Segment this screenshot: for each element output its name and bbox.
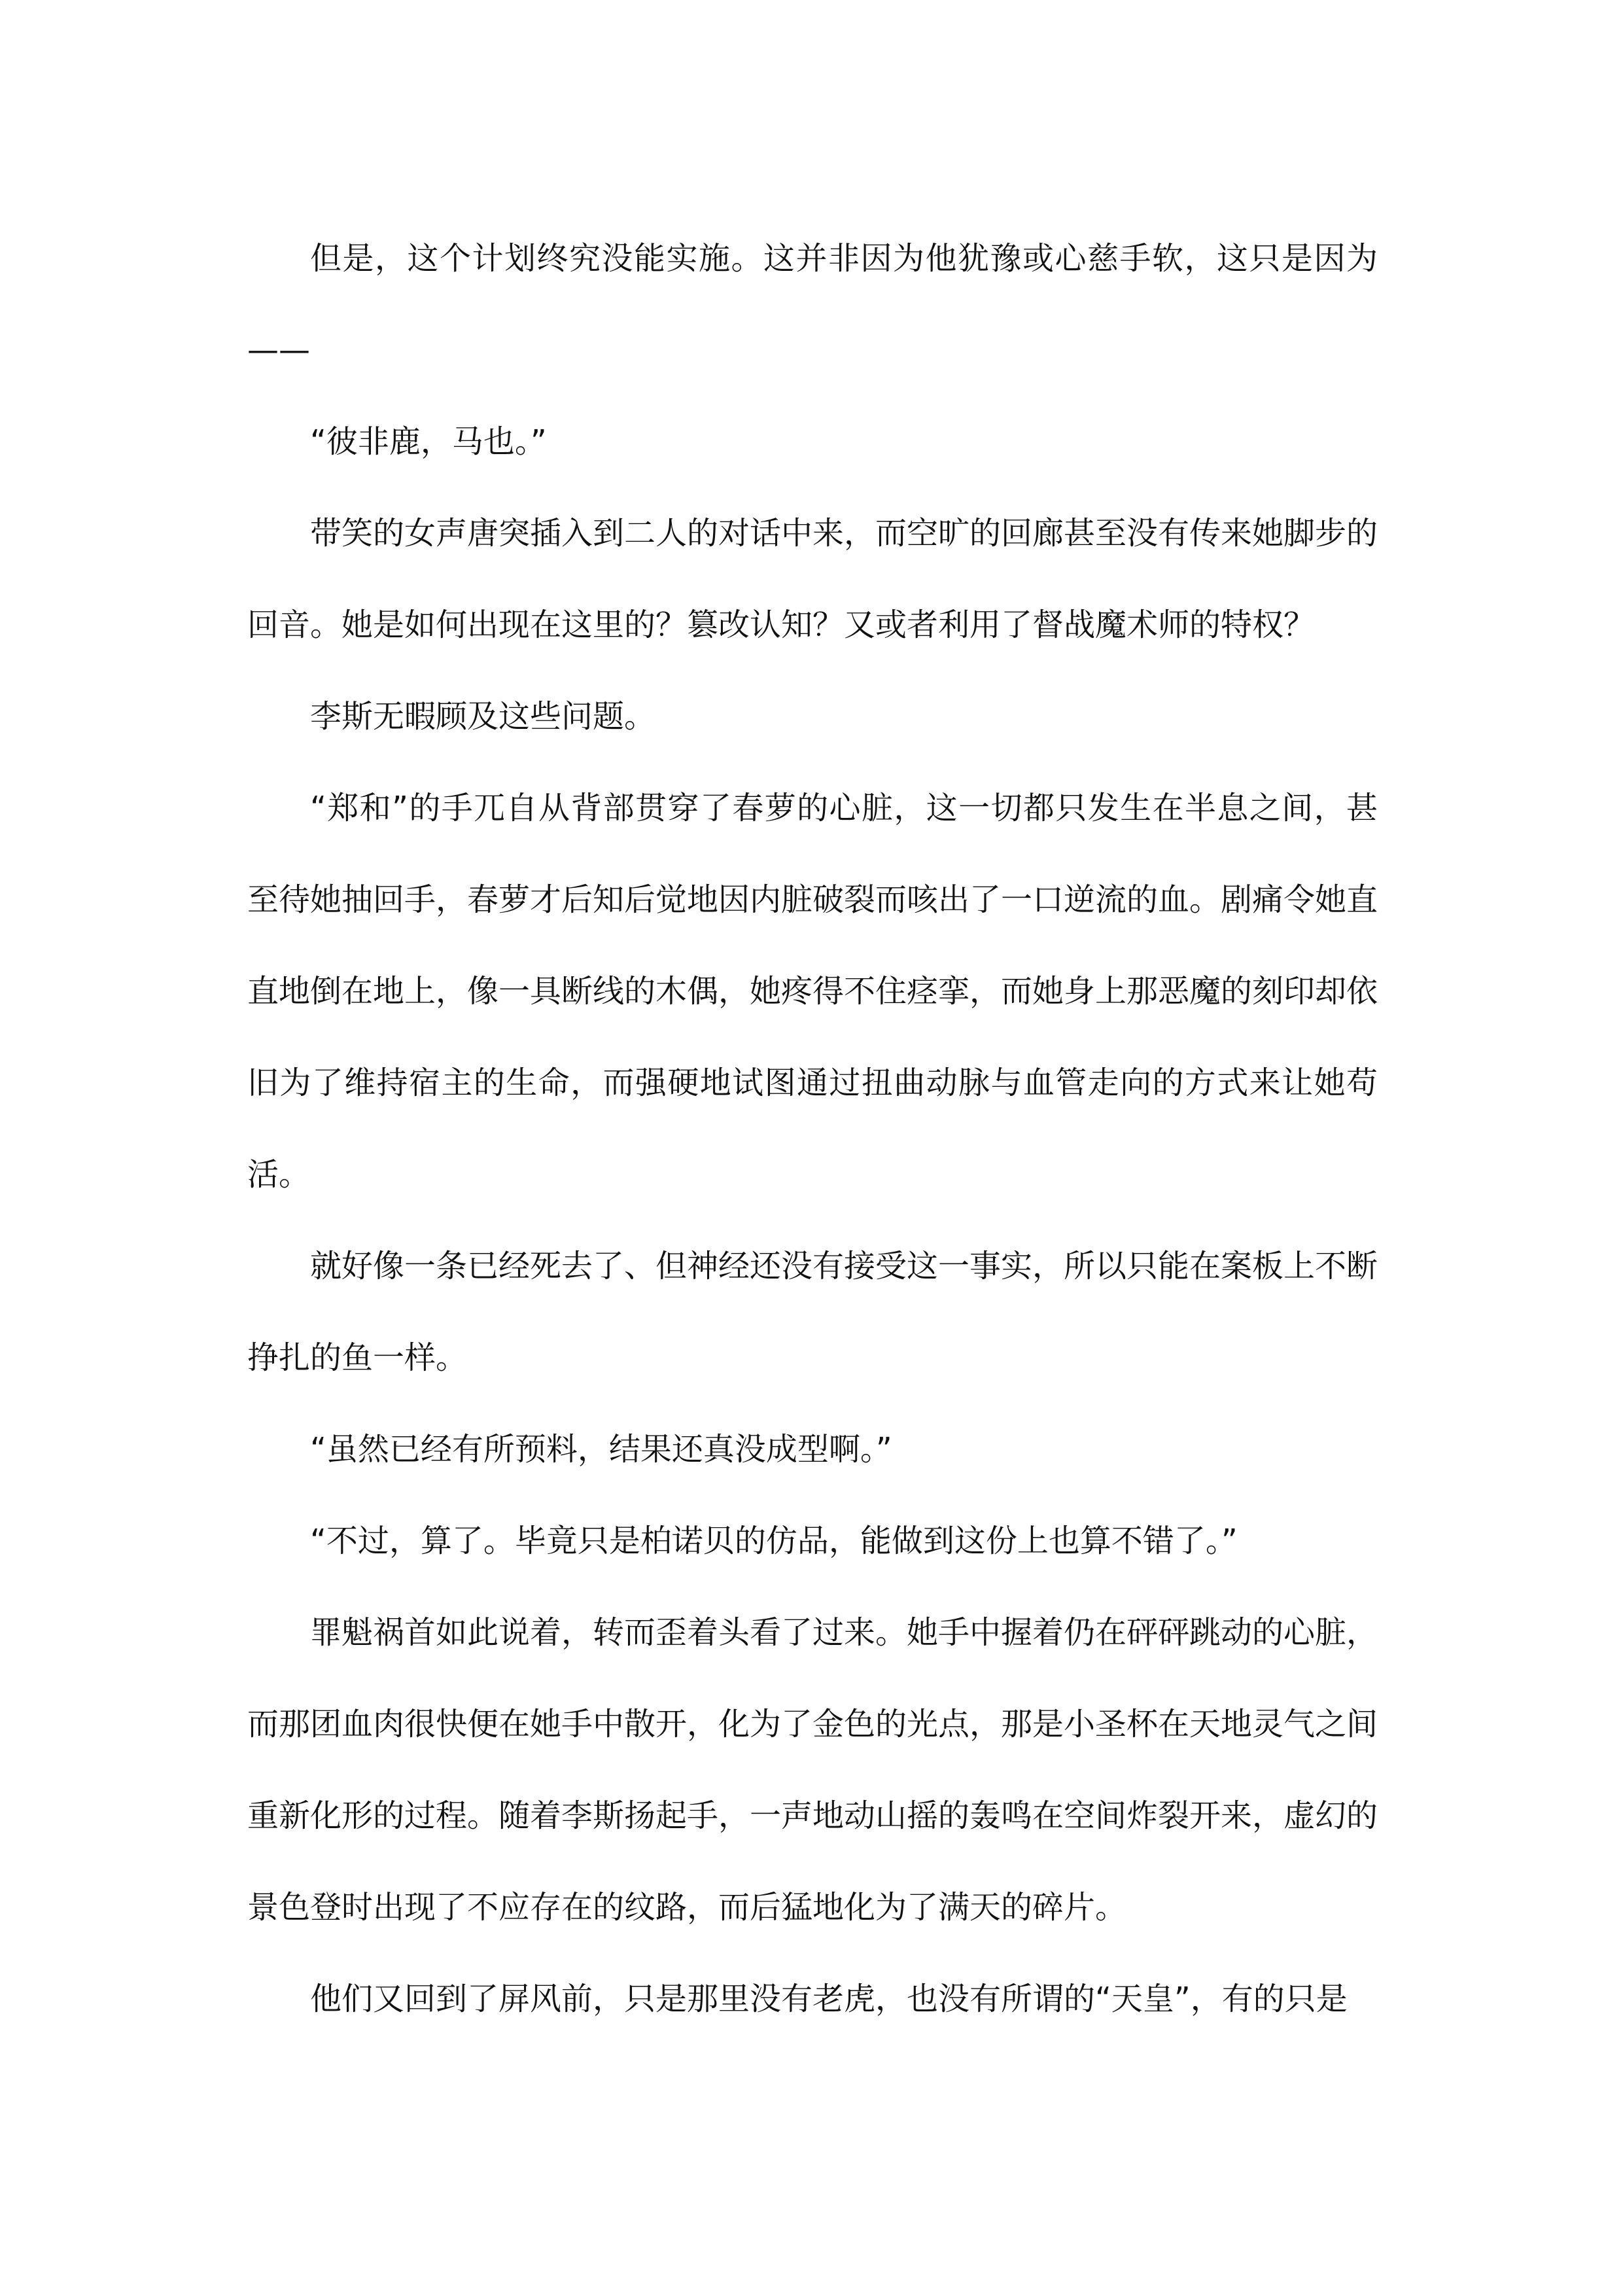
paragraph: 他们又回到了屏风前，只是那里没有老虎，也没有所谓的“天皇”，有的只是 [310, 1981, 1348, 2017]
body-text [247, 213, 1378, 2045]
paragraph: “郑和”的手兀自从背部贯穿了春萝的心脏，这一切都只发生在半息之间，甚至待她抽回手，春萝才后知后觉地因内脏破裂而咳出了一口逆流的血。剧痛令她直直地倒在地上，像一具断线的木偶，她疼得不住痉挛，而她身上那恶魔的刻印却依旧为了维持宿主的生命，而强硬地试图通过扭曲动脉与血管走向的方式来让她苟活。 [247, 790, 1378, 1193]
paragraph: 但是，这个计划终究没能实施。这并非因为他犹豫或心慈手软，这只是因为—— [247, 240, 1378, 368]
paragraph: 带笑的女声唐突插入到二人的对话中来，而空旷的回廊甚至没有传来她脚步的回音。她是如何出现在这里的？篡改认知？又或者利用了督战魔术师的特权？ [247, 515, 1378, 643]
paragraph: “彼非鹿，马也。” [310, 423, 547, 460]
paragraph: “虽然已经有所预料，结果还真没成型啊。” [310, 1431, 892, 1468]
paragraph: 就好像一条已经死去了、但神经还没有接受这一事实，所以只能在案板上不断挣扎的鱼一样。 [247, 1248, 1378, 1376]
paragraph: 李斯无暇顾及这些问题。 [310, 698, 656, 735]
paragraph: 罪魁祸首如此说着，转而歪着头看了过来。她手中握着仍在砰砰跳动的心脏，而那团血肉很快便在她手中散开，化为了金色的光点，那是小圣杯在天地灵气之间重新化形的过程。随着李斯扬起手，一声地动山摇的轰鸣在空间炸裂开来，虚幻的景色登时出现了不应存在的纹路，而后猛地化为了满天的碎片。 [247, 1614, 1378, 1926]
paragraph: “不过，算了。毕竟只是柏诺贝的仿品，能做到这份上也算不错了。” [310, 1523, 1238, 1559]
